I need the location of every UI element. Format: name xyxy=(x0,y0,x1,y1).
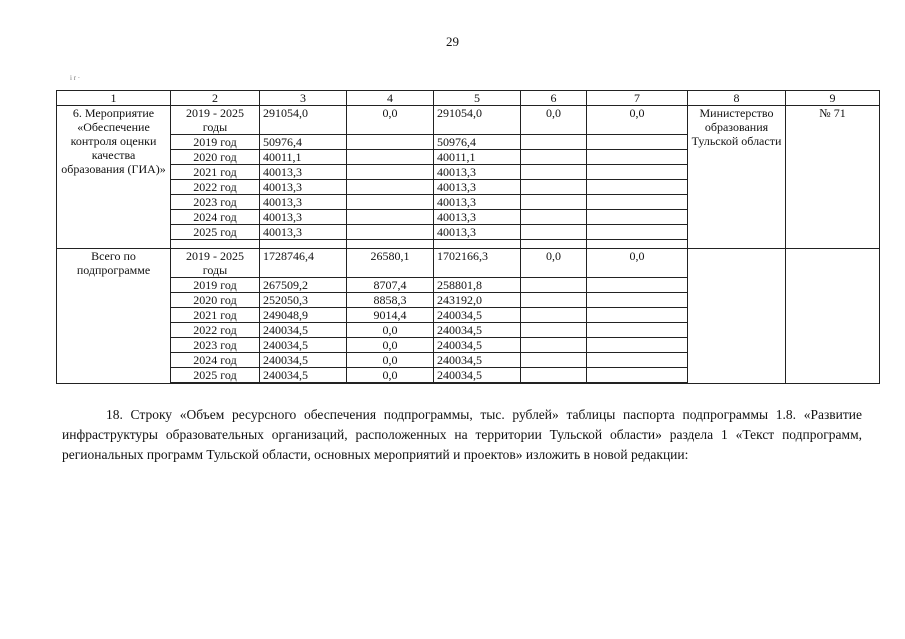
local-cell xyxy=(521,368,587,383)
spacer-cell xyxy=(521,383,587,384)
table-header-row xyxy=(57,91,880,106)
period-cell: 2024 год xyxy=(171,353,260,368)
federal-cell: 0,0 xyxy=(347,323,434,338)
extra-budget-cell xyxy=(587,323,688,338)
spacer-cell xyxy=(260,240,347,249)
period-cell: 2019 - 2025 годы xyxy=(171,249,260,278)
row-label: Всего по подпрограмме xyxy=(57,249,171,384)
extra-budget-cell xyxy=(587,278,688,293)
local-cell xyxy=(521,293,587,308)
local-cell xyxy=(521,323,587,338)
executor-cell: Министерство образования Тульской области xyxy=(688,106,786,249)
extra-budget-cell: 0,0 xyxy=(587,106,688,135)
regional-cell: 40013,3 xyxy=(434,165,521,180)
local-cell xyxy=(521,135,587,150)
extra-budget-cell xyxy=(587,338,688,353)
local-cell xyxy=(521,308,587,323)
local-cell xyxy=(521,165,587,180)
regional-cell: 258801,8 xyxy=(434,278,521,293)
federal-cell: 8858,3 xyxy=(347,293,434,308)
column-header-5: 5 xyxy=(434,91,521,106)
spacer-cell xyxy=(347,383,434,384)
total-cell: 267509,2 xyxy=(260,278,347,293)
table-body xyxy=(57,106,880,384)
federal-cell: 0,0 xyxy=(347,353,434,368)
total-cell: 40013,3 xyxy=(260,165,347,180)
regional-cell: 40013,3 xyxy=(434,210,521,225)
spacer-cell xyxy=(587,383,688,384)
spacer-cell xyxy=(434,240,521,249)
reference-number-cell xyxy=(786,249,880,384)
total-cell: 240034,5 xyxy=(260,323,347,338)
extra-budget-cell xyxy=(587,195,688,210)
local-cell xyxy=(521,150,587,165)
total-cell: 240034,5 xyxy=(260,353,347,368)
column-header-8: 8 xyxy=(688,91,786,106)
spacer-cell xyxy=(260,383,347,384)
federal-cell: 0,0 xyxy=(347,368,434,383)
paragraph-text: 18. Строку «Объем ресурсного обеспечения подпрограммы, тыс. рублей» таблицы паспорта подпрограммы 1.8. «Развитие инфраструктуры образовательных организаций, расположенных на территории Тульской области» раздела 1 «Текст подпрограмм, региональных программ Тульской области, основных мероприятий и проектов» изложить в новой редакции: xyxy=(62,407,862,462)
regional-cell: 240034,5 xyxy=(434,368,521,383)
federal-cell xyxy=(347,195,434,210)
regional-cell: 1702166,3 xyxy=(434,249,521,278)
federal-cell xyxy=(347,225,434,240)
total-cell: 40013,3 xyxy=(260,210,347,225)
row-label: 6. Мероприятие «Обеспечение контроля оценки качества образования (ГИА)» xyxy=(57,106,171,249)
period-cell: 2019 год xyxy=(171,278,260,293)
local-cell xyxy=(521,278,587,293)
federal-cell xyxy=(347,180,434,195)
period-cell: 2025 год xyxy=(171,368,260,383)
federal-cell: 0,0 xyxy=(347,338,434,353)
local-cell: 0,0 xyxy=(521,106,587,135)
local-cell xyxy=(521,180,587,195)
period-cell: 2025 год xyxy=(171,225,260,240)
budget-table xyxy=(56,90,880,384)
local-cell xyxy=(521,225,587,240)
extra-budget-cell xyxy=(587,368,688,383)
local-cell xyxy=(521,195,587,210)
extra-budget-cell xyxy=(587,225,688,240)
period-cell: 2021 год xyxy=(171,308,260,323)
period-cell: 2024 год xyxy=(171,210,260,225)
period-cell: 2020 год xyxy=(171,293,260,308)
column-header-6: 6 xyxy=(521,91,587,106)
period-cell: 2022 год xyxy=(171,180,260,195)
federal-cell: 0,0 xyxy=(347,106,434,135)
spacer-cell xyxy=(521,240,587,249)
total-cell: 40011,1 xyxy=(260,150,347,165)
total-cell: 291054,0 xyxy=(260,106,347,135)
period-cell: 2023 год xyxy=(171,338,260,353)
regional-cell: 243192,0 xyxy=(434,293,521,308)
extra-budget-cell: 0,0 xyxy=(587,249,688,278)
local-cell xyxy=(521,353,587,368)
extra-budget-cell xyxy=(587,150,688,165)
extra-budget-cell xyxy=(587,210,688,225)
column-header-4: 4 xyxy=(347,91,434,106)
regional-cell: 240034,5 xyxy=(434,308,521,323)
table-row xyxy=(57,249,880,278)
regional-cell: 40013,3 xyxy=(434,225,521,240)
spacer-cell xyxy=(587,240,688,249)
federal-cell xyxy=(347,135,434,150)
federal-cell xyxy=(347,210,434,225)
local-cell xyxy=(521,210,587,225)
total-cell: 1728746,4 xyxy=(260,249,347,278)
total-cell: 249048,9 xyxy=(260,308,347,323)
column-header-1: 1 xyxy=(57,91,171,106)
regional-cell: 40013,3 xyxy=(434,195,521,210)
total-cell: 240034,5 xyxy=(260,338,347,353)
total-cell: 40013,3 xyxy=(260,225,347,240)
period-cell: 2023 год xyxy=(171,195,260,210)
period-cell: 2022 год xyxy=(171,323,260,338)
spacer-cell xyxy=(347,240,434,249)
column-header-3: 3 xyxy=(260,91,347,106)
table-row xyxy=(57,106,880,135)
executor-cell xyxy=(688,249,786,384)
spacer-cell xyxy=(171,240,260,249)
extra-budget-cell xyxy=(587,293,688,308)
column-header-7: 7 xyxy=(587,91,688,106)
extra-budget-cell xyxy=(587,180,688,195)
federal-cell: 9014,4 xyxy=(347,308,434,323)
total-cell: 252050,3 xyxy=(260,293,347,308)
spacer-cell xyxy=(434,383,521,384)
extra-budget-cell xyxy=(587,135,688,150)
period-cell: 2020 год xyxy=(171,150,260,165)
spacer-cell xyxy=(171,383,260,384)
column-header-9: 9 xyxy=(786,91,880,106)
regional-cell: 291054,0 xyxy=(434,106,521,135)
period-cell: 2019 год xyxy=(171,135,260,150)
regional-cell: 240034,5 xyxy=(434,323,521,338)
federal-cell: 26580,1 xyxy=(347,249,434,278)
total-cell: 40013,3 xyxy=(260,180,347,195)
body-paragraph xyxy=(62,405,862,465)
local-cell xyxy=(521,338,587,353)
federal-cell xyxy=(347,150,434,165)
period-cell: 2021 год xyxy=(171,165,260,180)
total-cell: 40013,3 xyxy=(260,195,347,210)
total-cell: 50976,4 xyxy=(260,135,347,150)
federal-cell xyxy=(347,165,434,180)
reference-number-cell: № 71 xyxy=(786,106,880,249)
column-header-2: 2 xyxy=(171,91,260,106)
regional-cell: 50976,4 xyxy=(434,135,521,150)
local-cell: 0,0 xyxy=(521,249,587,278)
regional-cell: 240034,5 xyxy=(434,338,521,353)
scan-mark: i r · xyxy=(70,74,81,82)
period-cell: 2019 - 2025 годы xyxy=(171,106,260,135)
regional-cell: 40011,1 xyxy=(434,150,521,165)
extra-budget-cell xyxy=(587,165,688,180)
page-number: 29 xyxy=(446,34,459,49)
regional-cell: 40013,3 xyxy=(434,180,521,195)
extra-budget-cell xyxy=(587,353,688,368)
federal-cell: 8707,4 xyxy=(347,278,434,293)
total-cell: 240034,5 xyxy=(260,368,347,383)
extra-budget-cell xyxy=(587,308,688,323)
regional-cell: 240034,5 xyxy=(434,353,521,368)
